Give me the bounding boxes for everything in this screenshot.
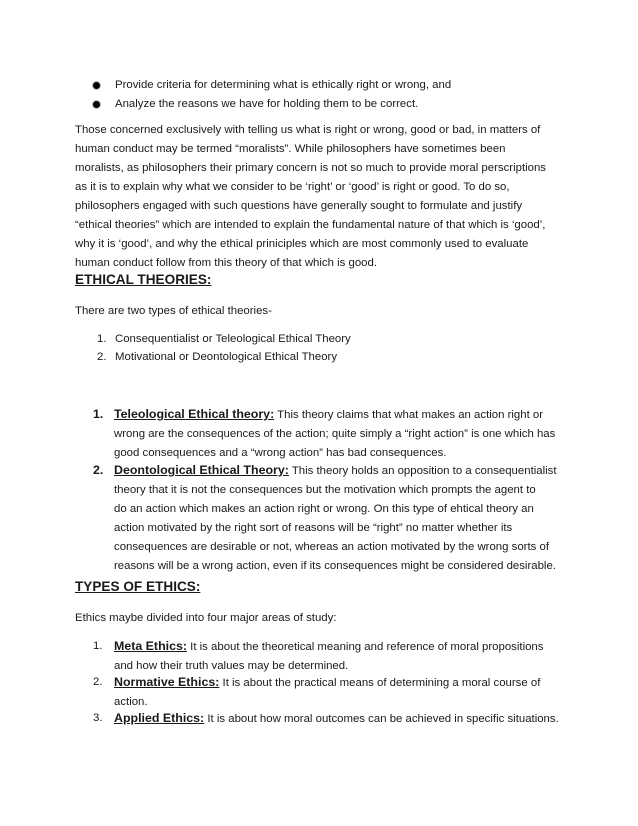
ethics-type-text [114, 637, 574, 676]
term-label: Applied Ethics: [114, 711, 205, 725]
paragraph-line: as it is to explain why what we consider to be ‘right’ or ‘good’ is right or good. To do so, [75, 181, 510, 193]
term-definition: This theory claims that what makes an action right or [274, 409, 544, 421]
list-number: 2. [97, 351, 107, 363]
list-number: 3. [93, 712, 103, 724]
paragraph-line: do an action which makes an action right or wrong. On this type of ehtical theory an [114, 503, 534, 515]
paragraph-line: There are two types of ethical theories- [75, 305, 272, 317]
list-number: 2. [93, 676, 103, 688]
bullet-dot-icon [93, 101, 100, 108]
list-number: 1. [93, 640, 103, 652]
section-heading-ethical-theories: ETHICAL THEORIES: [75, 272, 212, 287]
paragraph-line: wrong are the consequences of the action; quite simply a “right action” is one which has [114, 428, 556, 440]
paragraph-line: Those concerned exclusively with telling us what is right or wrong, good or bad, in matters of [75, 124, 541, 136]
section-intro [75, 609, 575, 628]
paragraph-line: consequences are desirable or not, whereas an action motivated by the wrong sorts of [114, 541, 549, 553]
paragraph-line [114, 405, 574, 425]
paragraph-line: and how their truth values may be determined. [114, 660, 349, 672]
paragraph-line: Ethics maybe divided into four major areas of study: [75, 612, 337, 624]
term-label: Teleological Ethical theory: [114, 407, 275, 421]
paragraph-line: action. [114, 696, 148, 708]
ethics-type-text [114, 673, 574, 712]
theory-text [114, 405, 574, 463]
paragraph-line: why it is ‘good’, and why the ethical priniciples which are most commonly used to evaluate [75, 238, 529, 250]
term-definition: It is about the practical means of determining a moral course of [219, 677, 541, 689]
term-definition: This theory holds an opposition to a consequentialist [288, 465, 557, 477]
paragraph-line: philosophers engaged with such questions have generally sought to formulate and justify [75, 200, 523, 212]
paragraph-line [114, 673, 574, 693]
paragraph-line [114, 637, 574, 657]
paragraph-line [114, 461, 574, 481]
bullet-text: Provide criteria for determining what is ethically right or wrong, and [115, 79, 452, 91]
list-text: Motivational or Deontological Ethical Theory [115, 351, 338, 363]
list-number: 1. [97, 333, 107, 345]
intro-paragraph [75, 121, 575, 273]
list-number: 1. [93, 407, 104, 421]
paragraph-line: moralists, as philosophers their primary concern is not so much to provide moral perscriptions [75, 162, 547, 174]
term-label: Normative Ethics: [114, 675, 220, 689]
term-label: Deontological Ethical Theory: [114, 463, 289, 477]
term-definition: It is about the theoretical meaning and reference of moral propositions [186, 641, 544, 653]
term-definition: It is about how moral outcomes can be achieved in specific situations. [204, 713, 559, 725]
paragraph-line: “ethical theories” which are intended to explain the fundamental nature of that which is ‘good’, [75, 219, 546, 231]
bullet-dot-icon [93, 82, 100, 89]
section-heading-types-of-ethics: TYPES OF ETHICS: [75, 579, 201, 594]
section-intro [75, 302, 575, 321]
paragraph-line: reasons will be a wrong action, even if its consequences might be considered desirable. [114, 560, 556, 572]
paragraph-line: good consequences and a “wrong action” has bad consequences. [114, 447, 447, 459]
ethics-type-text [114, 709, 574, 729]
term-label: Meta Ethics: [114, 639, 187, 653]
paragraph-line: human conduct follow from this theory of that which is good. [75, 257, 378, 269]
paragraph-line: human conduct may be termed “moralists”. While philosophers have sometimes been [75, 143, 506, 155]
paragraph-line: theory that it is not the consequences but the motivation which prompts the agent to [114, 484, 536, 496]
theory-text [114, 461, 574, 576]
paragraph-line: action motivated by the right sort of reasons will be “right” no matter whether its [114, 522, 513, 534]
list-text: Consequentialist or Teleological Ethical Theory [115, 333, 351, 345]
list-number: 2. [93, 463, 104, 477]
bullet-text: Analyze the reasons we have for holding them to be correct. [115, 98, 419, 110]
paragraph-line [114, 709, 574, 729]
